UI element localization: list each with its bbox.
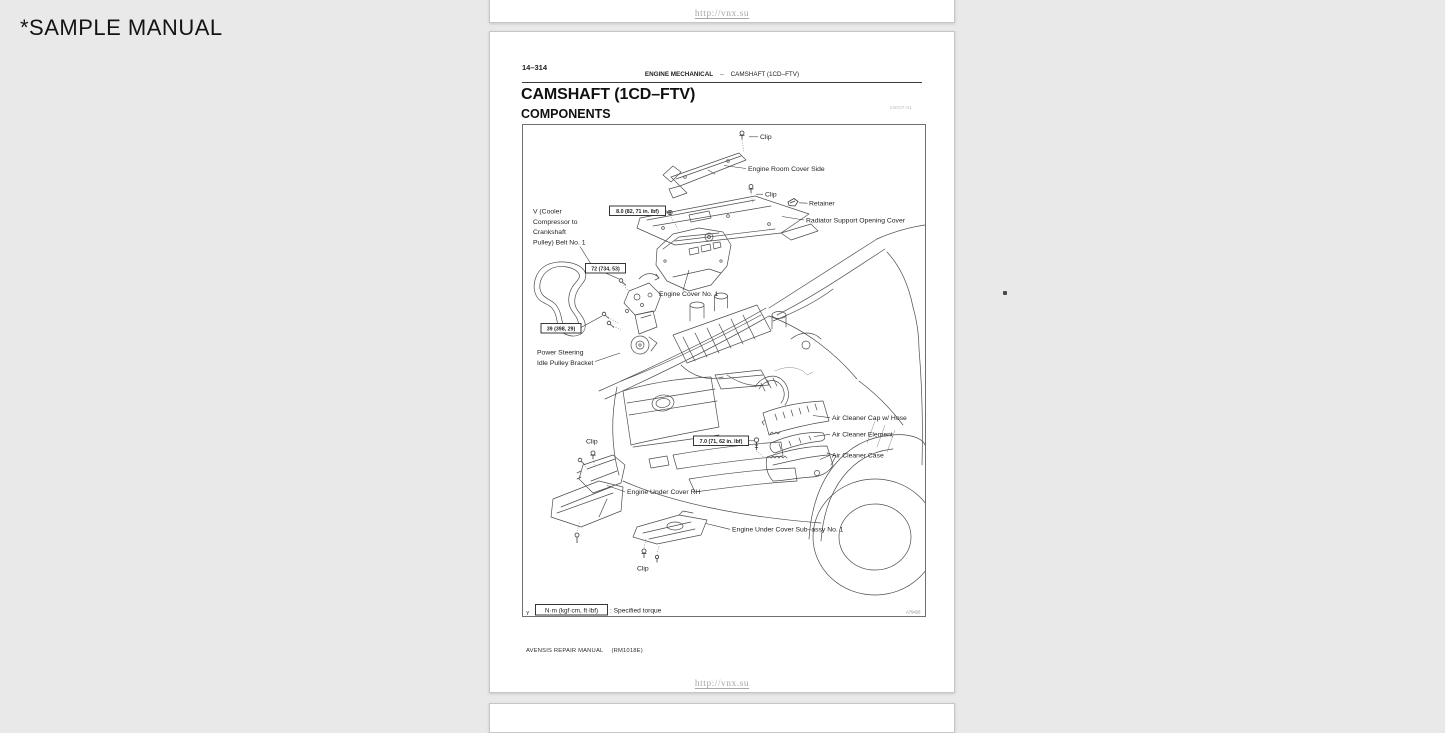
page-number: 14–314 (522, 63, 548, 72)
bolt-39a-icon (602, 312, 609, 318)
bolt-left-icon (578, 458, 585, 465)
label-air-cleaner-case: Air Cleaner Case (832, 452, 884, 460)
label-clip-left: Clip (586, 438, 598, 446)
label-air-cleaner-cap: Air Cleaner Cap w/ Hose (832, 415, 907, 422)
clip-bottom-a-icon (642, 549, 647, 558)
label-engine-cover: Engine Cover No. 1 (659, 291, 719, 298)
engine-under-cover-subassy-art (633, 511, 707, 544)
torque-spec-8 (610, 206, 666, 216)
label-v-belt-3: Crankshaft (533, 229, 566, 237)
label-radiator-support: Radiator Support Opening Cover (806, 217, 905, 225)
next-page-edge (489, 703, 955, 733)
footer-manual-code: (RM1018E) (611, 648, 643, 654)
label-clip-bottom: Clip (637, 565, 649, 573)
engine-room-cover-side-art (663, 153, 746, 198)
page-title: CAMSHAFT (1CD–FTV) (521, 86, 696, 103)
previous-page-edge (489, 0, 955, 23)
torque-39-value: 39 (398, 29) (546, 326, 576, 333)
legend-y-mark: Y (526, 611, 530, 616)
retainer-icon (788, 199, 798, 207)
stray-dot (1003, 291, 1007, 295)
label-clip-mid: Clip (765, 191, 777, 199)
label-under-cover-rh: Engine Under Cover RH (627, 489, 701, 496)
label-air-cleaner-element: Air Cleaner Element (832, 431, 893, 439)
power-steering-bracket-art (624, 274, 661, 354)
components-diagram (522, 124, 926, 617)
torque-8-value: 8.0 (82, 71 in. lbf) (616, 208, 659, 215)
label-engine-room-cover-side: Engine Room Cover Side (748, 166, 825, 173)
label-v-belt-4: Pulley) Belt No. 1 (533, 239, 586, 247)
engine-under-cover-rh-art (551, 455, 625, 527)
page-footer (526, 648, 643, 654)
manual-page (489, 31, 955, 693)
clip-left-icon (591, 451, 596, 459)
clip-top-icon (740, 131, 745, 140)
engine-cover-no1-art (656, 228, 731, 291)
watermark-link[interactable]: http://vnx.su (694, 679, 750, 689)
legend-description: : Specified torque (610, 607, 662, 615)
sample-manual-label: *SAMPLE MANUAL (20, 15, 223, 40)
torque-72-value: 72 (734, 53) (591, 266, 620, 273)
torque-spec-39 (541, 324, 581, 334)
legend-box-text: N·m (kgf·cm, ft·lbf) (544, 607, 599, 615)
figure-code: A79426 (906, 609, 921, 615)
header-section: ENGINE MECHANICAL (644, 71, 714, 78)
label-power-steering-1: Power Steering (537, 349, 584, 357)
torque-spec-7 (694, 436, 749, 446)
label-retainer: Retainer (809, 200, 835, 208)
torque-spec-72 (586, 264, 626, 274)
clip-mid-icon (749, 185, 754, 194)
label-v-belt-2: Compressor to (533, 218, 578, 226)
header-separator: – (720, 71, 724, 78)
bolt-72-icon (619, 279, 626, 286)
footer-manual-name: AVENSIS REPAIR MANUAL (526, 648, 604, 654)
label-under-cover-sub: Engine Under Cover Sub–assy No. 1 (732, 526, 844, 534)
section-code: 140CF-01 (889, 105, 912, 110)
torque-7-value: 7.0 (71, 62 in. lbf) (699, 438, 743, 445)
watermark-link[interactable]: http://vnx.su (694, 9, 750, 19)
header-topic: CAMSHAFT (1CD–FTV) (730, 71, 800, 78)
clip-bottom-b-icon (655, 555, 658, 562)
label-v-belt-1: V (Cooler (533, 208, 562, 216)
radiator-support-opening-cover-art (637, 196, 818, 245)
bolt-39b-icon (607, 321, 614, 327)
vehicle-outline-art (599, 225, 925, 595)
bolt-under-rh-icon (575, 533, 579, 543)
air-cleaner-art (755, 368, 836, 481)
components-heading: COMPONENTS (521, 107, 611, 121)
label-clip-top: Clip (760, 134, 772, 141)
label-power-steering-2: Idle Pulley Bracket (537, 360, 594, 367)
running-header (522, 71, 922, 83)
